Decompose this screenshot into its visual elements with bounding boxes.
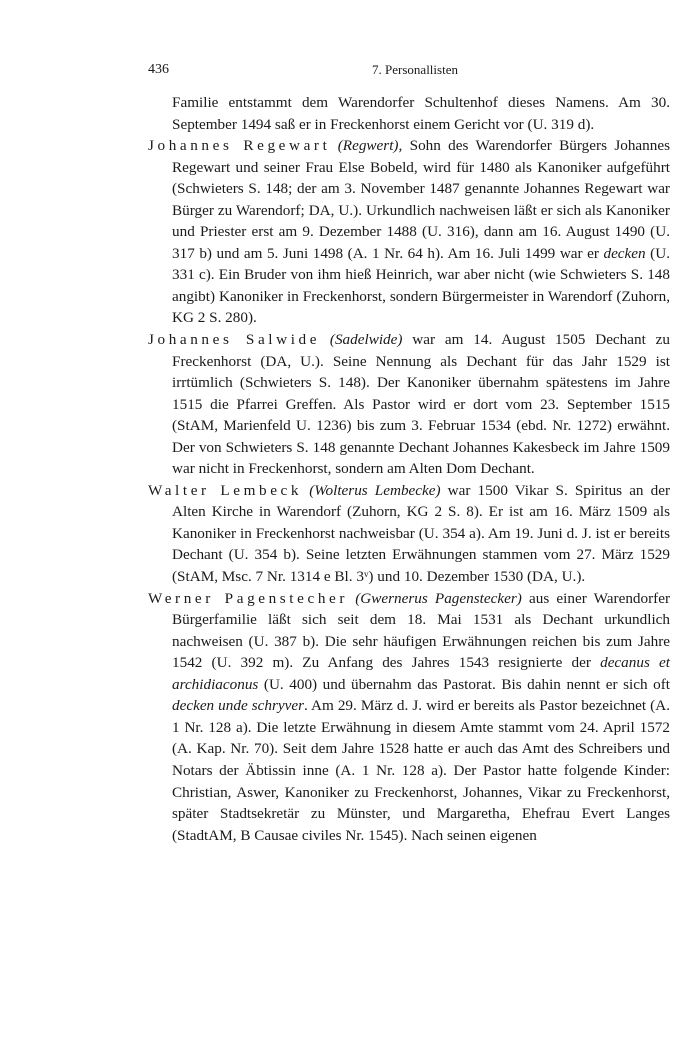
entry-name: Johannes Salwide xyxy=(148,331,321,349)
entry-regewart xyxy=(148,135,670,329)
entry-name: Werner Pagenstecher xyxy=(148,589,349,607)
entry-pagenstecher xyxy=(148,588,670,847)
continued-paragraph xyxy=(148,92,670,135)
entry-italic-term: decken xyxy=(603,244,646,262)
entry-alt-name: (Gwernerus Pagenstecker) xyxy=(355,589,522,607)
page-number: 436 xyxy=(148,62,169,77)
entry-text: war 1500 Vikar S. Spiritus an der Alten Kirche in Warendorf (Zuhorn, KG 2 S. 8). Er ist am 16. März 1509 als Kanoniker in Freckenhorst nachweisbar (U. 354 a). Am 19. Juni d. J. ist er bereits Dechant (U. 354 b). Seine letzten Erwähnungen stammen vom 27. März 1529 (StAM, Msc. 7 Nr. 1314 e Bl. 3ᵛ) und 10. Dezember 1530 (DA, U.). xyxy=(172,481,671,586)
entry-alt-name: (Regwert), xyxy=(337,137,403,155)
paragraph-text: Familie entstammt dem Warendorfer Schultenhof dieses Namens. Am 30. September 1494 saß er in Freckenhorst einem Gericht vor (U. 319 d). xyxy=(172,94,670,133)
entry-text-continued: (U. 331 c). Ein Bruder von ihm hieß Heinrich, war aber nicht (wie Schwieters S. 148 angibt) Kanoniker in Freckenhorst, sondern Bürgermeister in Warendorf (Zuhorn, KG 2 S. 280). xyxy=(172,244,670,327)
entry-text-continued: (U. 400) und übernahm das Pastorat. Bis dahin nennt er sich oft xyxy=(258,675,670,693)
page-body xyxy=(148,92,670,846)
entry-lembeck xyxy=(148,480,670,588)
entry-italic-term-2: decken unde schryver xyxy=(172,697,305,715)
entry-name: Walter Lembeck xyxy=(148,481,303,499)
entry-text: war am 14. August 1505 Dechant zu Freckenhorst (DA, U.). Seine Nennung als Dechant für das Jahr 1529 ist irrtümlich (Schwieters S. 148). Der Kanoniker übernahm spätestens im Jahre 1515 die Pfarrei Greffen. Als Pastor wird er dort vom 23. September 1515 (StAM, Marienfeld U. 1236) bis zum 3. Februar 1534 (ebd. Nr. 1272) erwähnt. Der von Schwieters S. 148 genannte Dechant Johannes Kakesbeck im Jahre 1509 war nicht in Freckenhorst, sondern am Alten Dom Dechant. xyxy=(172,331,671,478)
running-head: 7. Personallisten xyxy=(372,62,458,77)
entry-italic-term: decanus et archidiaconus xyxy=(172,654,670,693)
entry-text: aus einer Warendorfer Bürgerfamilie läßt sich seit dem 18. Mai 1531 als Dechant urkundlich nachweisen (U. 387 b). Die sehr häufigen Erwähnungen reichen bis zum Jahre 1542 (U. 392 m). Zu Anfang des Jahres 1543 resignierte der xyxy=(172,589,671,672)
entry-name: Johannes Regewart xyxy=(148,137,331,155)
entry-text-continued-2: . Am 29. März d. J. wird er bereits als Pastor bezeichnet (A. 1 Nr. 128 a). Die letzte Erwähnung in diesem Amte stammt vom 24. April 1572 (A. Kap. Nr. 70). Seit dem Jahre 1528 hatte er auch das Amt des Schreibers und Notars der Äbtissin inne (A. 1 Nr. 128 a). Der Pastor hatte folgende Kinder: Christian, Aswer, Kanoniker zu Freckenhorst, Johannes, Vikar zu Freckenhorst, später Stadtsekretär zu Münster, und Margaretha, Ehefrau Evert Langes (StadtAM, B Causae civiles Nr. 1545). Nach seinen eigenen xyxy=(172,697,670,844)
entry-alt-name: (Sadelwide) xyxy=(329,331,403,349)
entry-alt-name: (Wolterus Lembecke) xyxy=(309,481,441,499)
page-header xyxy=(148,62,682,82)
entry-text: Sohn des Warendorfer Bürgers Johannes Regewart und seiner Frau Else Bobeld, wird für 1480 als Kanoniker aufgeführt (Schwieters S. 148; der am 3. November 1487 genannte Johannes Regewart war Bürger zu Warendorf; DA, U.). Urkundlich nachweisen läßt er sich als Kanoniker und Priester erst am 9. Dezember 1488 (U. 316), dann am 16. August 1490 (U. 317 b) und am 5. Juni 1498 (A. 1 Nr. 64 h). Am 16. Juli 1499 war er xyxy=(172,137,670,262)
entry-salwide xyxy=(148,329,670,480)
